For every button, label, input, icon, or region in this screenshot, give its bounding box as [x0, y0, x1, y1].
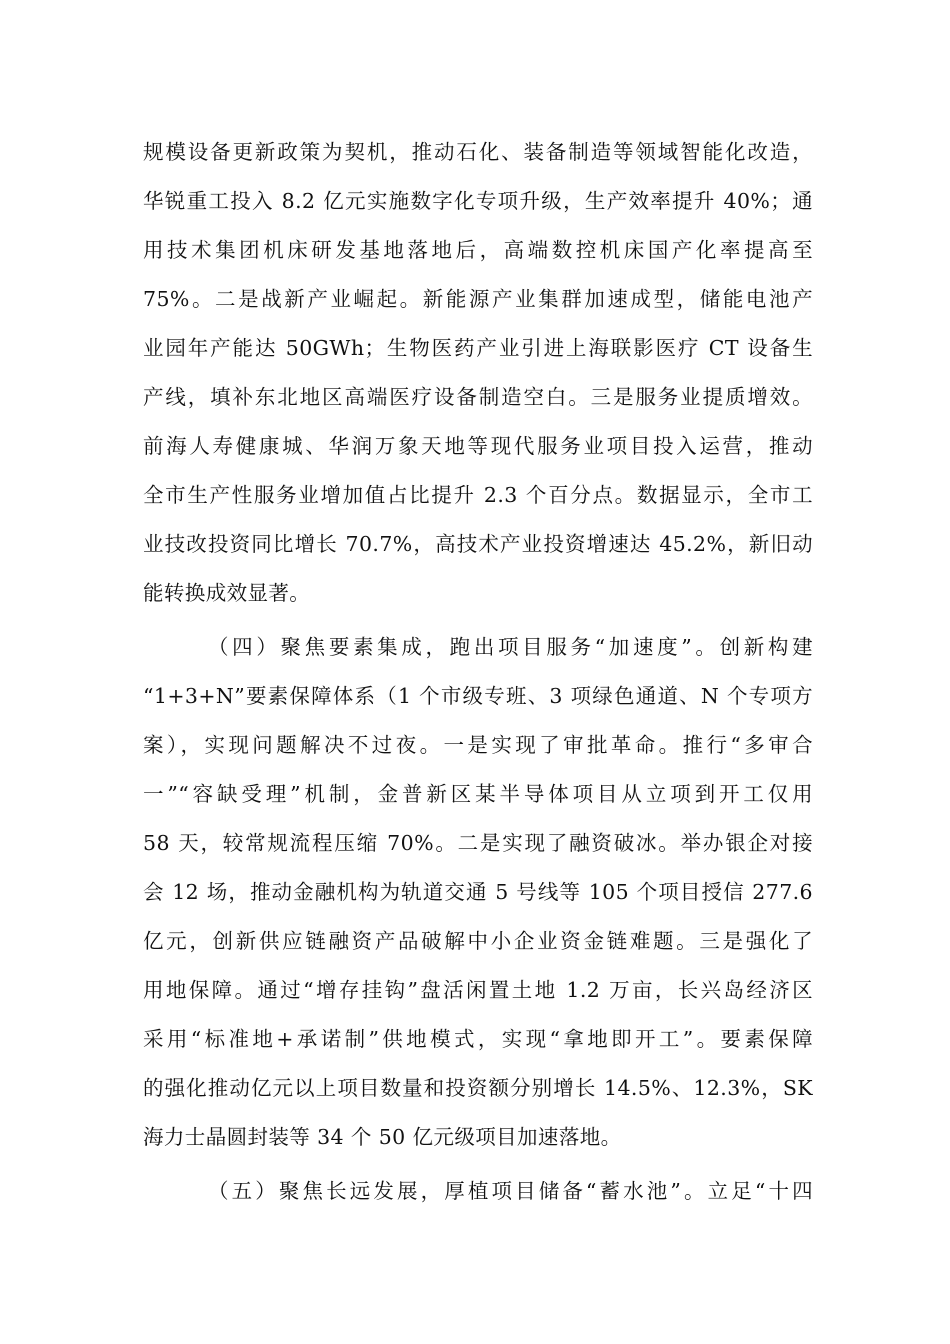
body-text-line: 能转换成效显著。 — [143, 581, 311, 605]
body-text-line: 规模设备更新政策为契机，推动石化、装备制造等领域智能化改造， — [143, 140, 813, 164]
body-text-line: 业技改投资同比增长 70.7%，高技术产业投资增速达 45.2%，新旧动 — [143, 532, 813, 556]
body-text-line: 案），实现问题解决不过夜。一是实现了审批革命。推行“多审合 — [143, 733, 813, 757]
body-text-line: “1+3+N”要素保障体系（1 个市级专班、3 项绿色通道、N 个专项方 — [143, 684, 813, 708]
body-text-line: 亿元，创新供应链融资产品破解中小企业资金链难题。三是强化了 — [143, 929, 813, 953]
body-text-line: 一”“容缺受理”机制，金普新区某半导体项目从立项到开工仅用 — [143, 782, 813, 806]
body-text-line: 产线，填补东北地区高端医疗设备制造空白。三是服务业提质增效。 — [143, 385, 813, 409]
body-text-line: 前海人寿健康城、华润万象天地等现代服务业项目投入运营，推动 — [143, 434, 813, 458]
body-text-line: 58 天，较常规流程压缩 70%。二是实现了融资破冰。举办银企对接 — [143, 831, 813, 855]
body-text-line: 的强化推动亿元以上项目数量和投资额分别增长 14.5%、12.3%，SK — [143, 1076, 813, 1100]
body-text-line: 全市生产性服务业增加值占比提升 2.3 个百分点。数据显示，全市工 — [143, 483, 813, 507]
body-text-line: 业园年产能达 50GWh；生物医药产业引进上海联影医疗 CT 设备生 — [143, 336, 813, 360]
body-text-line: 华锐重工投入 8.2 亿元实施数字化专项升级，生产效率提升 40%；通 — [143, 189, 813, 213]
body-text-line: 75%。二是战新产业崛起。新能源产业集群加速成型，储能电池产 — [143, 287, 813, 311]
body-text-line: 用技术集团机床研发基地落地后，高端数控机床国产化率提高至 — [143, 238, 813, 262]
body-text-line: 采用“标准地+承诺制”供地模式，实现“拿地即开工”。要素保障 — [143, 1027, 813, 1051]
body-text-line: 会 12 场，推动金融机构为轨道交通 5 号线等 105 个项目授信 277.6 — [143, 880, 813, 904]
body-text-line: 用地保障。通过“增存挂钩”盘活闲置土地 1.2 万亩，长兴岛经济区 — [143, 978, 813, 1002]
section-heading-line: （四）聚焦要素集成，跑出项目服务“加速度”。创新构建 — [208, 635, 813, 659]
body-text-line: 海力士晶圆封装等 34 个 50 亿元级项目加速落地。 — [143, 1125, 622, 1149]
section-heading-line: （五）聚焦长远发展，厚植项目储备“蓄水池”。立足“十四 — [208, 1179, 813, 1203]
